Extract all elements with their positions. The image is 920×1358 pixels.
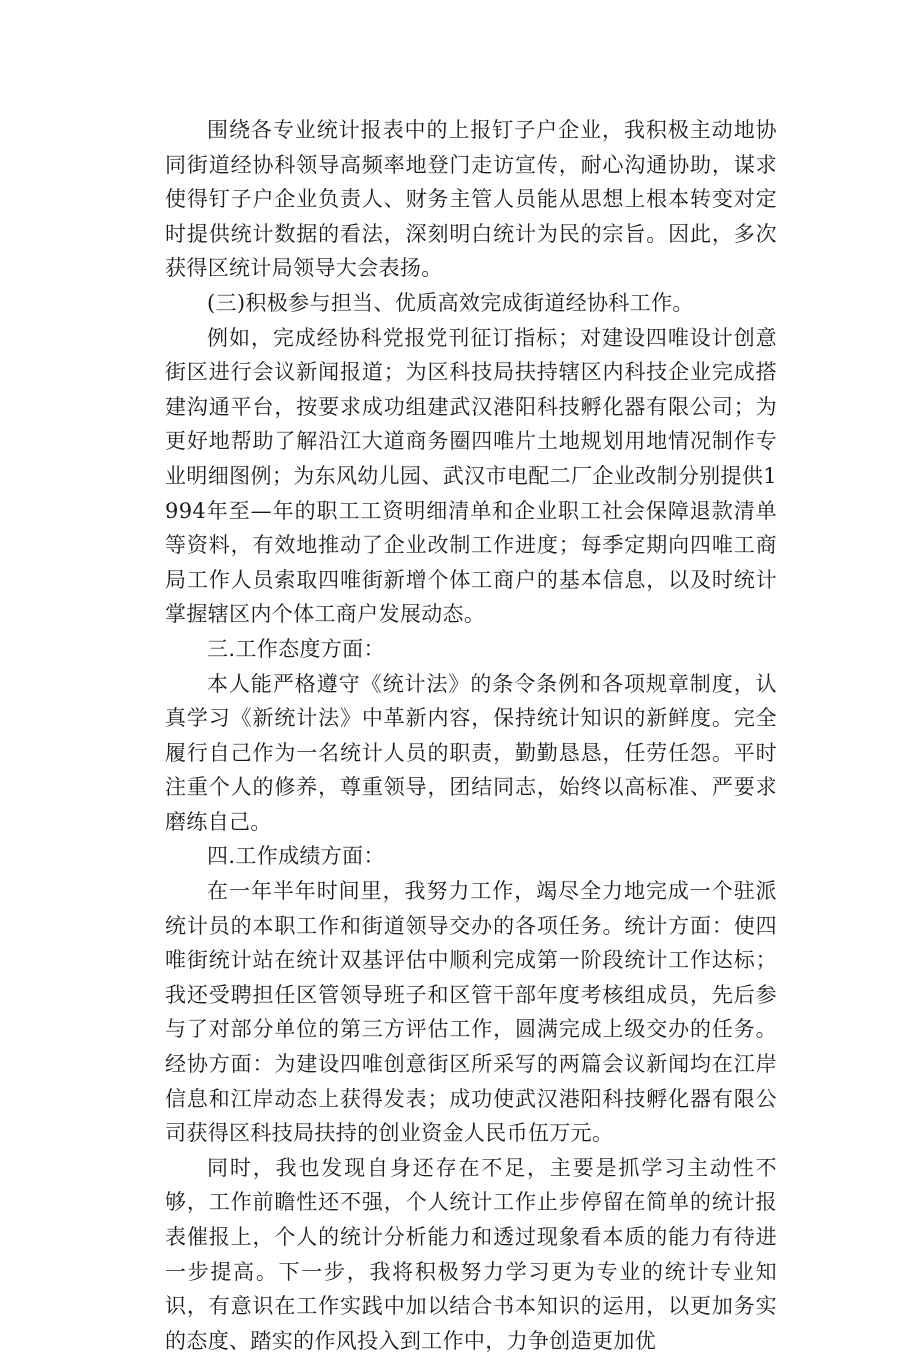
paragraph: 围绕各专业统计报表中的上报钉子户企业，我积极主动地协同街道经协科领导高频率地登门走访宣传，耐心沟通协助，谋求使得钉子户企业负责人、财务主管人员能从思想上根本转变对定时提供统计数据的看法，深刻明白统计为民的宗旨。因此，多次获得区统计局领导大会表扬。 [165, 118, 777, 281]
section-heading: (三)积极参与担当、优质高效完成街道经协科工作。 [207, 290, 694, 315]
paragraph: 同时，我也发现自身还存在不足，主要是抓学习主动性不够，工作前瞻性还不强，个人统计工作止步停留在简单的统计报表催报上，个人的统计分析能力和透过现象看本质的能力有待进一步提高。下一步，我将积极努力学习更为专业的统计专业知识，有意识在工作实践中加以结合书本知识的运用，以更加务实的态度、踏实的作风投入到工作中，力争创造更加优 [165, 1155, 777, 1353]
section-heading: 三.工作态度方面： [207, 636, 385, 661]
paragraph: 本人能严格遵守《统计法》的条令条例和各项规章制度，认真学习《新统计法》中革新内容，保持统计知识的新鲜度。完全履行自己作为一名统计人员的职责，勤勤恳恳，任劳任怨。平时注重个人的修养，尊重领导，团结同志，始终以高标准、严要求磨练自己。 [165, 671, 777, 834]
paragraph: 例如，完成经协科党报党刊征订指标；对建设四唯设计创意街区进行会议新闻报道；为区科技局扶持辖区内科技企业完成搭建沟通平台，按要求成功组建武汉港阳科技孵化器有限公司；为更好地帮助了解沿江大道商务圈四唯片土地规划用地情况制作专业明细图例；为东风幼儿园、武汉市电配二厂企业改制分别提供1994年至—年的职工工资明细清单和企业职工社会保障退款清单等资料，有效地推动了企业改制工作进度；每季定期向四唯工商局工作人员索取四唯街新增个体工商户的基本信息，以及时统计掌握辖区内个体工商户发展动态。 [165, 325, 777, 627]
paragraph: 在一年半年时间里，我努力工作，竭尽全力地完成一个驻派统计员的本职工作和街道领导交办的各项任务。统计方面：使四唯街统计站在统计双基评估中顺利完成第一阶段统计工作达标；我还受聘担任区管领导班子和区管干部年度考核组成员，先后参与了对部分单位的第三方评估工作，圆满完成上级交办的任务。经协方面：为建设四唯创意街区所采写的两篇会议新闻均在江岸信息和江岸动态上获得发表；成功使武汉港阳科技孵化器有限公司获得区科技局扶持的创业资金人民币伍万元。 [165, 879, 777, 1146]
document-body [165, 113, 777, 1358]
section-heading: 四.工作成绩方面： [207, 844, 385, 869]
